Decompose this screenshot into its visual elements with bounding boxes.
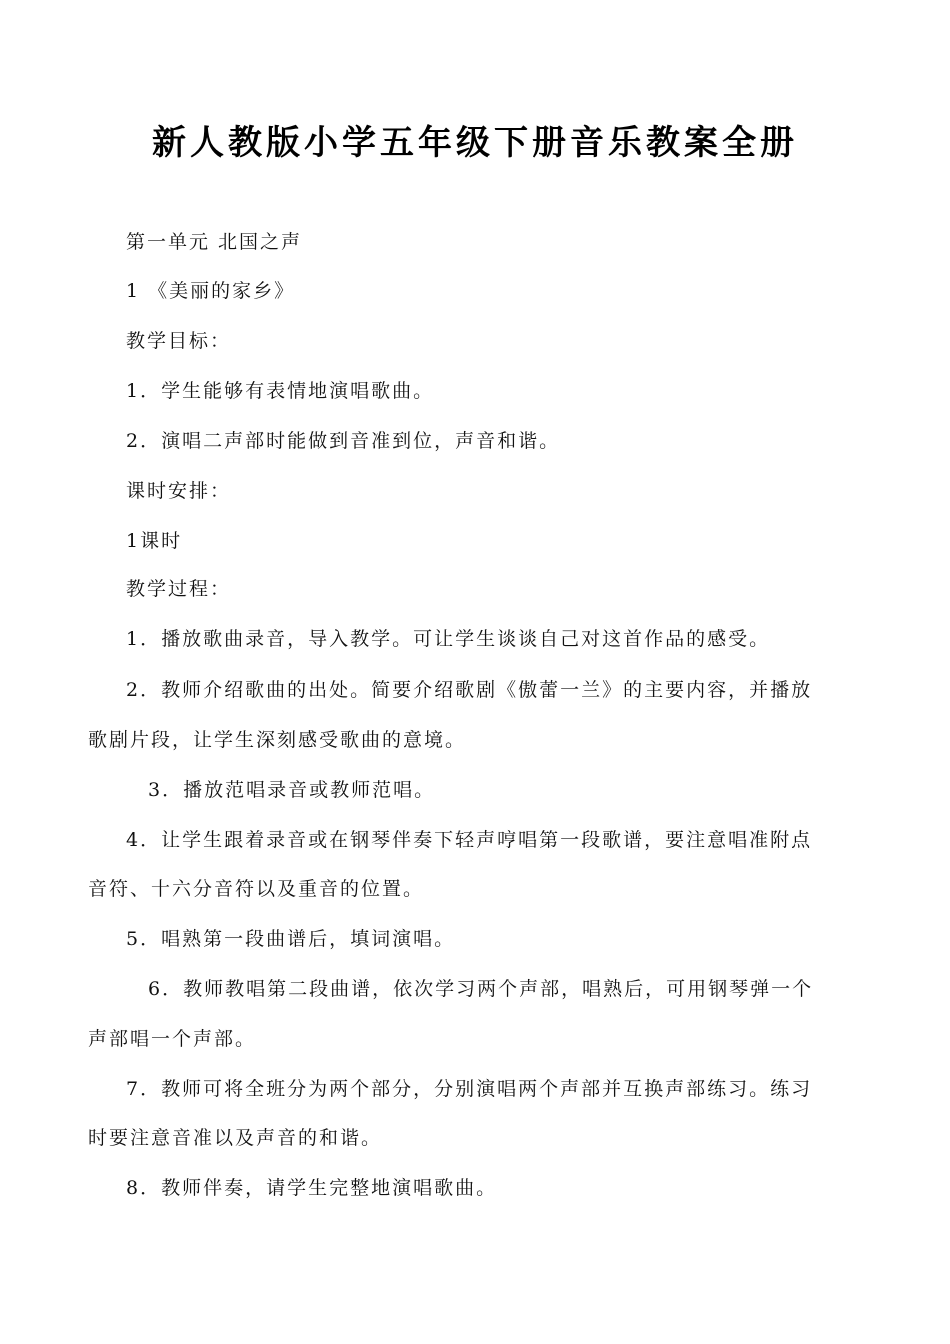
- section-label-schedule: 课时安排：: [126, 480, 232, 502]
- lesson-heading: 1 《美丽的家乡》: [126, 280, 296, 302]
- section-label-process: 教学过程：: [126, 578, 232, 600]
- section-label-objectives: 教学目标：: [126, 330, 232, 352]
- process-step-continued: 时要注意音准以及声音的和谐。: [88, 1127, 383, 1149]
- document-title: 新人教版小学五年级下册音乐教案全册: [152, 123, 798, 163]
- process-step-continued: 歌剧片段，让学生深刻感受歌曲的意境。: [88, 729, 467, 751]
- process-step: 1．播放歌曲录音，导入教学。可让学生谈谈自己对这首作品的感受。: [126, 628, 771, 650]
- unit-heading: 第一单元 北国之声: [126, 231, 303, 253]
- schedule-value: 1课时: [126, 530, 183, 552]
- process-step: 5．唱熟第一段曲谱后，填词演唱。: [126, 928, 456, 950]
- objective-item: 1．学生能够有表情地演唱歌曲。: [126, 380, 435, 402]
- process-step: 7．教师可将全班分为两个部分，分别演唱两个声部并互换声部练习。练习: [126, 1078, 813, 1100]
- process-step: 3．播放范唱录音或教师范唱。: [148, 779, 436, 801]
- process-step: 2．教师介绍歌曲的出处。简要介绍歌剧《傲蕾一兰》的主要内容，并播放: [126, 679, 813, 701]
- process-step-continued: 声部唱一个声部。: [88, 1028, 257, 1050]
- process-step: 8．教师伴奏，请学生完整地演唱歌曲。: [126, 1177, 498, 1199]
- process-step: 6．教师教唱第二段曲谱，依次学习两个声部，唱熟后，可用钢琴弹一个: [148, 978, 814, 1000]
- process-step: 4．让学生跟着录音或在钢琴伴奏下轻声哼唱第一段歌谱，要注意唱准附点: [126, 829, 813, 851]
- process-step-continued: 音符、十六分音符以及重音的位置。: [88, 878, 425, 900]
- objective-item: 2．演唱二声部时能做到音准到位，声音和谐。: [126, 430, 561, 452]
